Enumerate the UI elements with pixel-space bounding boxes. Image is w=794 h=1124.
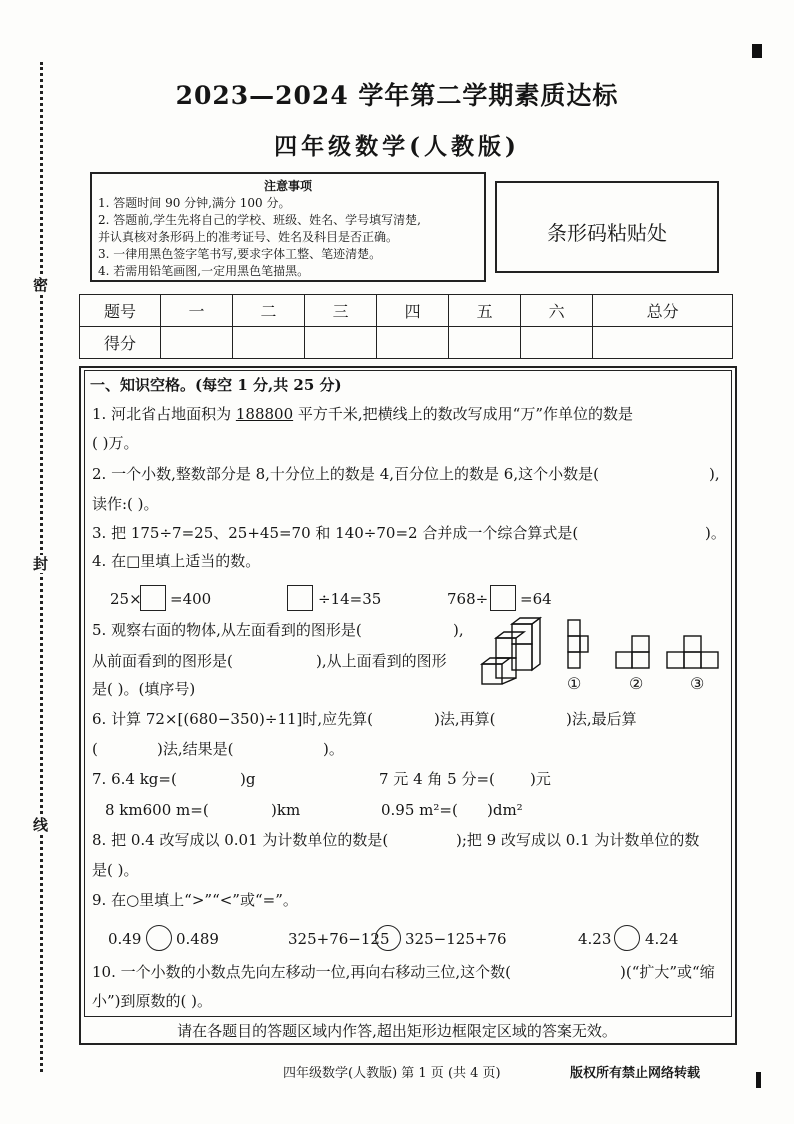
- q6-text-e: )法,结果是(: [157, 740, 234, 758]
- q1-text-a: 1. 河北省占地面积为: [92, 405, 236, 423]
- q5-text-d: ),从上面看到的图形: [316, 652, 447, 670]
- q9-expr-3a: 4.23: [578, 930, 612, 948]
- score-cell[interactable]: [521, 327, 593, 359]
- notes-box: [90, 172, 486, 282]
- score-header-cell: 四: [377, 295, 449, 327]
- question-3: 3. 把 175÷7=25、25+45=70 和 140÷70=2 合并成一个综合算式是(: [92, 524, 579, 542]
- q4-expr-3b: =64: [520, 590, 552, 608]
- score-cell[interactable]: [305, 327, 377, 359]
- question-7c: 8 km600 m=(: [105, 801, 209, 819]
- q1-text-b: 平方千米,把横线上的数改写成用“万”作单位的数是: [293, 405, 634, 423]
- view-shape-3: [664, 634, 722, 670]
- exam-title: 2023—2024 学年第二学期素质达标: [175, 81, 619, 110]
- score-table: [79, 294, 733, 359]
- q4-answer-box[interactable]: [287, 585, 313, 611]
- registration-mark-bottom: [756, 1072, 761, 1088]
- note-line: 3. 一律用黑色签字笔书写,要求字体工整、笔迹清楚。: [98, 247, 382, 261]
- q7-unit-dm2: )dm²: [487, 801, 523, 819]
- score-cell[interactable]: [161, 327, 233, 359]
- q7-unit-km: )km: [271, 801, 301, 819]
- seal-char-mi: 密: [33, 276, 49, 294]
- question-8: 8. 把 0.4 改写成以 0.01 为计数单位的数是(: [92, 831, 389, 849]
- question-6: 6. 计算 72×[(680−350)÷11]时,应先算(: [92, 710, 374, 728]
- q2-answer-line[interactable]: 读作:( )。: [92, 495, 159, 513]
- q5-text-b: ),: [453, 621, 464, 639]
- registration-mark-top: [752, 44, 762, 58]
- q8-text-c: 是( )。: [92, 861, 139, 879]
- q4-expr-2: ÷14=35: [318, 590, 382, 608]
- q5-text-c: 从前面看到的图形是(: [92, 652, 233, 670]
- q10-text-b: )(“扩大”或“缩: [620, 963, 715, 981]
- score-header-cell: 题号: [80, 295, 161, 327]
- q7-unit-g: )g: [240, 770, 256, 788]
- question-9: 9. 在○里填上“>”“<”或“=”。: [92, 891, 298, 909]
- notes-title: 注意事项: [263, 179, 312, 193]
- q9-compare-circle[interactable]: [146, 925, 172, 951]
- cube-stack-figure: [478, 616, 548, 690]
- score-row: [80, 327, 733, 359]
- q6-text-c: )法,最后算: [566, 710, 637, 728]
- score-header-row: [80, 295, 733, 327]
- view-label-3: ③: [690, 674, 705, 693]
- q4-expr-1b: =400: [170, 590, 212, 608]
- barcode-label: 条形码粘贴处: [547, 221, 667, 245]
- q4-expr-1a: 25×: [110, 590, 142, 608]
- q9-expr-3b: 4.24: [645, 930, 679, 948]
- q7-unit-yuan: )元: [530, 770, 551, 788]
- view-label-1: ①: [567, 674, 582, 693]
- q4-answer-box[interactable]: [140, 585, 166, 611]
- q9-expr-1b: 0.489: [176, 930, 219, 948]
- note-line: 4. 若需用铅笔画图,一定用黑色笔描黑。: [98, 264, 310, 278]
- note-line: 2. 答题前,学生先将自己的学校、班级、姓名、学号填写清楚,: [98, 213, 421, 227]
- score-cell[interactable]: [233, 327, 305, 359]
- question-7a: 7. 6.4 kg=(: [92, 770, 177, 788]
- score-header-cell: 五: [449, 295, 521, 327]
- q4-expr-3a: 768÷: [447, 590, 489, 608]
- q2-close: ),: [709, 465, 720, 483]
- score-header-cell: 总分: [593, 295, 733, 327]
- view-label-2: ②: [629, 674, 644, 693]
- q10-text-c: 小”)到原数的( )。: [92, 992, 212, 1010]
- barcode-area: [495, 181, 719, 273]
- q1-underlined-number: 188800: [235, 405, 294, 423]
- section-heading: 一、知识空格。(每空 1 分,共 25 分): [90, 376, 342, 394]
- question-7d: 0.95 m²=(: [381, 801, 458, 819]
- score-row-label: 得分: [80, 327, 161, 359]
- q9-expr-1a: 0.49: [108, 930, 142, 948]
- q4-answer-box[interactable]: [490, 585, 516, 611]
- score-cell[interactable]: [449, 327, 521, 359]
- page-footer: 四年级数学(人教版) 第 1 页 (共 4 页): [283, 1066, 501, 1081]
- view-shape-2: [614, 634, 654, 670]
- q8-text-b: );把 9 改写成以 0.1 为计数单位的数: [456, 831, 700, 849]
- score-header-cell: 一: [161, 295, 233, 327]
- q6-text-f: )。: [323, 740, 344, 758]
- score-header-cell: 六: [521, 295, 593, 327]
- score-header-cell: 二: [233, 295, 305, 327]
- score-cell[interactable]: [377, 327, 449, 359]
- score-cell[interactable]: [593, 327, 733, 359]
- q6-text-d: (: [92, 740, 98, 758]
- question-10: 10. 一个小数的小数点先向左移动一位,再向右移动三位,这个数(: [92, 963, 512, 981]
- note-line: 并认真核对条形码上的准考证号、姓名及科目是否正确。: [98, 230, 399, 244]
- question-1: [92, 404, 633, 424]
- q9-expr-2a: 325+76−125: [288, 930, 390, 948]
- q9-compare-circle[interactable]: [614, 925, 640, 951]
- q9-expr-2b: 325−125+76: [405, 930, 507, 948]
- seal-char-feng: 封: [33, 555, 49, 573]
- question-7b: 7 元 4 角 5 分=(: [379, 770, 495, 788]
- exam-subtitle: 四年级数学(人教版): [274, 133, 520, 160]
- seal-char-xian: 线: [33, 816, 49, 834]
- q9-compare-circle[interactable]: [375, 925, 401, 951]
- copyright-notice: 版权所有禁止网络转载: [570, 1066, 701, 1081]
- q5-text-e: 是( )。(填序号): [92, 680, 196, 698]
- box-warning: 请在各题目的答题区域内作答,超出矩形边框限定区域的答案无效。: [177, 1022, 617, 1040]
- view-shape-1: [566, 618, 590, 670]
- note-line: 1. 答题时间 90 分钟,满分 100 分。: [98, 196, 291, 210]
- q6-text-b: )法,再算(: [434, 710, 496, 728]
- q3-close: )。: [705, 524, 726, 542]
- question-5: 5. 观察右面的物体,从左面看到的图形是(: [92, 621, 362, 639]
- question-4: 4. 在□里填上适当的数。: [92, 552, 261, 570]
- score-header-cell: 三: [305, 295, 377, 327]
- q1-answer-line[interactable]: ( )万。: [92, 434, 139, 452]
- question-2: 2. 一个小数,整数部分是 8,十分位上的数是 4,百分位上的数是 6,这个小数是(: [92, 465, 599, 483]
